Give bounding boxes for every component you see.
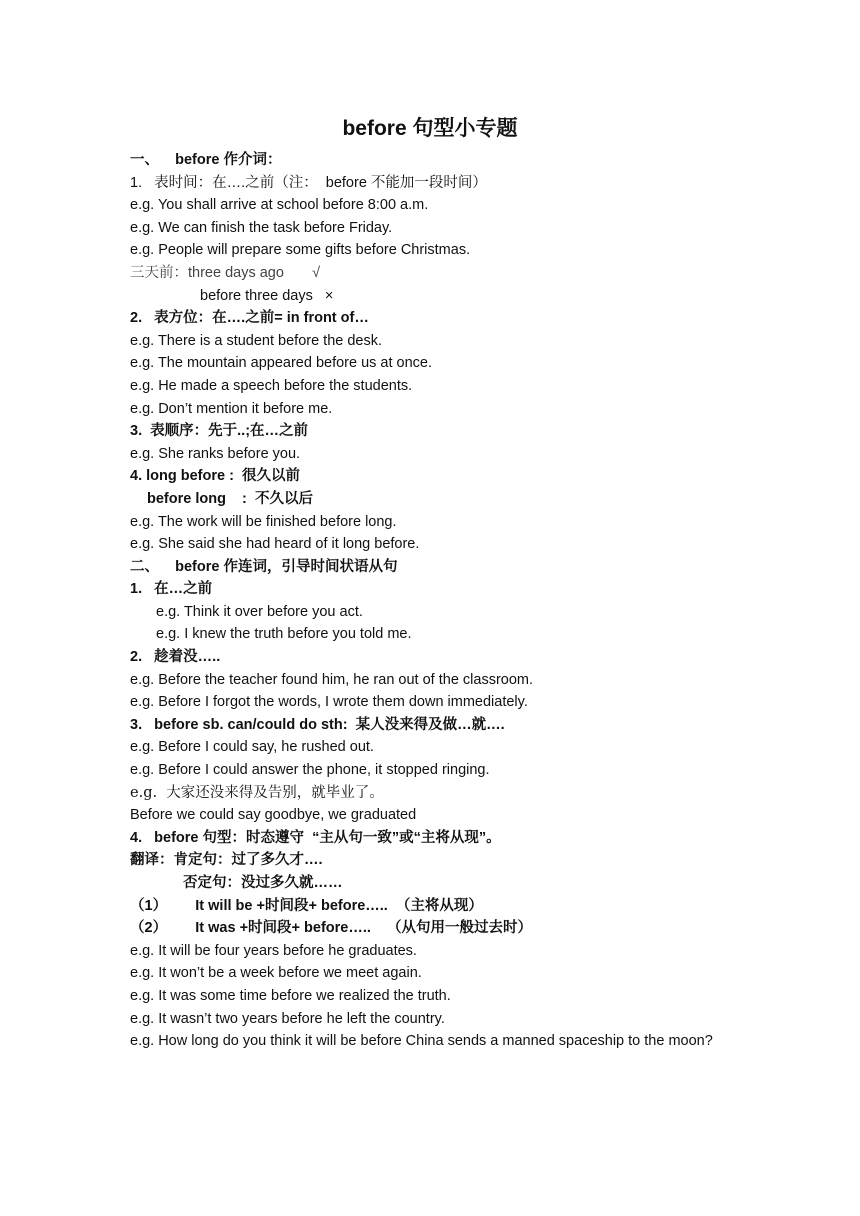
- text-line: e.g. People will prepare some gifts before Christmas.: [130, 242, 471, 259]
- text-line: e.g. You shall arrive at school before 8:00 a.m.: [130, 197, 429, 214]
- text-line: 1. 表时间：在….之前（注： before 不能加一段时间）: [130, 174, 487, 191]
- text-line: 二、 before 作连词，引导时间状语从句: [130, 558, 398, 575]
- text-line: e.g. Think it over before you act.: [156, 603, 363, 620]
- text-line: e.g. He made a speech before the students.: [130, 377, 413, 394]
- text-line: before long : 不久以后: [147, 490, 313, 507]
- text-line: e.g. She ranks before you.: [130, 445, 301, 462]
- text-line: e.g. It was some time before we realized the truth.: [130, 987, 451, 1004]
- text-line: e.g. It will be four years before he graduates.: [130, 942, 417, 959]
- text-line: e.g. She said she had heard of it long before.: [130, 536, 420, 553]
- text-line: 翻译：肯定句：过了多久才….: [130, 852, 323, 869]
- text-line: e.g. Before the teacher found him, he ran out of the classroom.: [130, 671, 534, 688]
- text-line: （2） It was +时间段+ before….. （从句用一般过去时）: [130, 920, 533, 937]
- text-line: 三天前：three days ago √: [130, 264, 321, 281]
- text-line: e.g. I knew the truth before you told me.: [156, 626, 412, 643]
- text-line: e.g. There is a student before the desk.: [130, 332, 383, 349]
- text-line: 1. 在…之前: [130, 581, 213, 598]
- text-line: e.g. Don’t mention it before me.: [130, 400, 333, 417]
- text-line: e.g. The mountain appeared before us at once.: [130, 355, 433, 372]
- text-line: e.g. It won’t be a week before we meet again.: [130, 965, 422, 982]
- text-line: Before we could say goodbye, we graduated: [130, 807, 417, 824]
- text-line: 2. 趁着没…..: [130, 649, 221, 666]
- text-line: 否定句：没过多久就……: [183, 875, 343, 891]
- document-body: [130, 149, 734, 1053]
- text-line: e.g. 大家还没来得及告别，就毕业了。: [130, 784, 384, 801]
- text-line: 4. before 句型：时态遵守 “主从句一致”或“主将从现”。: [130, 829, 501, 846]
- text-line: e.g. Before I forgot the words, I wrote them down immediately.: [130, 694, 528, 711]
- text-line: （1） It will be +时间段+ before….. （主将从现）: [130, 897, 483, 914]
- text-line: 2. 表方位：在….之前= in front of…: [130, 310, 369, 327]
- text-line: 4. long before : 很久以前: [130, 468, 300, 485]
- text-line: e.g. Before I could answer the phone, it stopped ringing.: [130, 762, 490, 779]
- text-line: before three days ×: [200, 287, 334, 304]
- text-line: e.g. It wasn’t two years before he left the country.: [130, 1010, 445, 1027]
- text-line: e.g. We can finish the task before Friday.: [130, 219, 393, 236]
- text-line: e.g. Before I could say, he rushed out.: [130, 739, 374, 756]
- text-line: 3. 表顺序：先于..;在…之前: [130, 423, 309, 440]
- page-title: before 句型小专题: [342, 117, 518, 140]
- text-line: e.g. The work will be finished before long.: [130, 513, 397, 530]
- text-line: 一、 before 作介词：: [130, 152, 282, 168]
- text-line: e.g. How long do you think it will be before China sends a manned spaceship to the moon?: [130, 1033, 713, 1050]
- text-line: 3. before sb. can/could do sth: 某人没来得及做…就….: [130, 716, 505, 733]
